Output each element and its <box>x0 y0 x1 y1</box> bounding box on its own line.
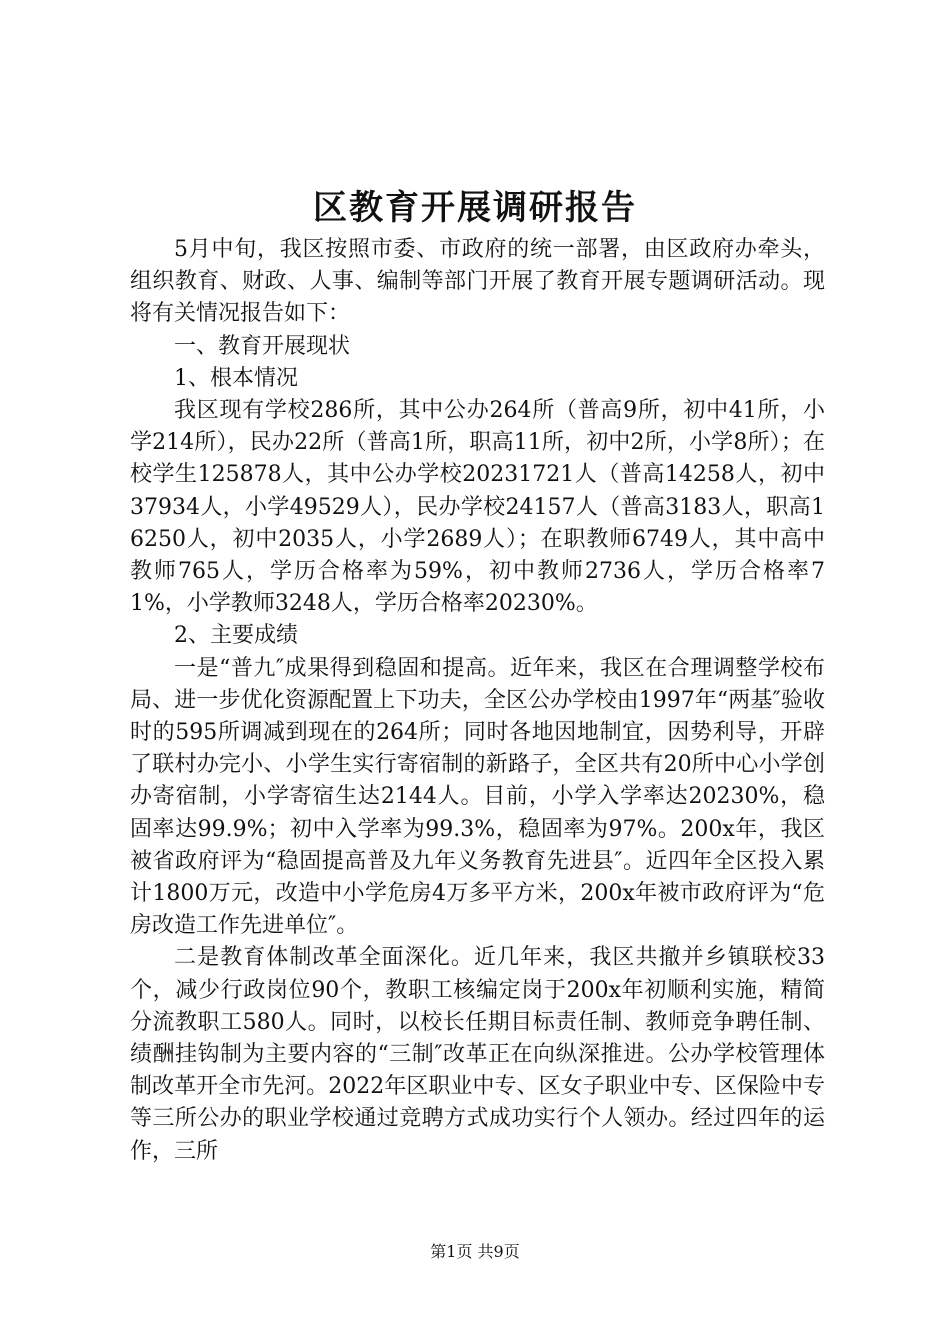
section-heading-current-status: 一、教育开展现状 <box>174 333 351 359</box>
document-title: 区教育开展调研报告 <box>313 188 637 228</box>
document-body <box>130 234 825 1168</box>
achievement-paragraph-1: 一是“普九″成果得到稳固和提高。近年来，我区在合理调整学校布局、进一步优化资源配置上下功夫，全区公办学校由1997年“两基″验收时的595所调减到现在的264所；同时各地因地制宜，因势利导，开辟了联村办完小、小学生实行寄宿制的新路子，全区共有20所中心小学创办寄宿制，小学寄宿生达2144人。目前，小学入学率达20230%，稳固率达99.9%；初中入学率为99.3%，稳固率为97%。200x年，我区被省政府评为“稳固提高普及九年义务教育先进县″。近四年全区投入累计1800万元，改造中小学危房4万多平方米，200x年被市政府评为“危房改造工作先进单位″。 <box>130 655 825 939</box>
subsection-heading-main-achievements: 2、主要成绩 <box>174 623 298 649</box>
intro-paragraph: 5月中旬，我区按照市委、市政府的统一部署，由区政府办牵头，组织教育、财政、人事、编制等部门开展了教育开展专题调研活动。现将有关情况报告如下： <box>130 237 825 327</box>
basic-situation-paragraph: 我区现有学校286所，其中公办264所（普高9所，初中41所，小学214所），民办22所（普高1所，职高11所，初中2所，小学8所）；在校学生125878人，其中公办学校20231721人（普高14258人，初中37934人，小学49529人），民办学校24157人（普高3183人，职高16250人，初中2035人，小学2689人）；在职教师6749人，其中高中教师765人，学历合格率为59%，初中教师2736人，学历合格率71%，小学教师3248人，学历合格率20230%。 <box>130 398 825 617</box>
subsection-heading-basic-situation: 1、根本情况 <box>174 365 298 391</box>
achievement-paragraph-2: 二是教育体制改革全面深化。近几年来，我区共撤并乡镇联校33个，减少行政岗位90个，教职工核编定岗于200x年初顺利实施，精简分流教职工580人。同时，以校长任期目标责任制、教师竞争聘任制、绩酬挂钩制为主要内容的“三制″改革正在向纵深推进。公办学校管理体制改革开全市先河。2022年区职业中专、区女子职业中专、区保险中专等三所公办的职业学校通过竞聘方式成功实行个人领办。经过四年的运作，三所 <box>130 945 825 1164</box>
page-footer: 第1页 共9页 <box>430 1242 520 1261</box>
